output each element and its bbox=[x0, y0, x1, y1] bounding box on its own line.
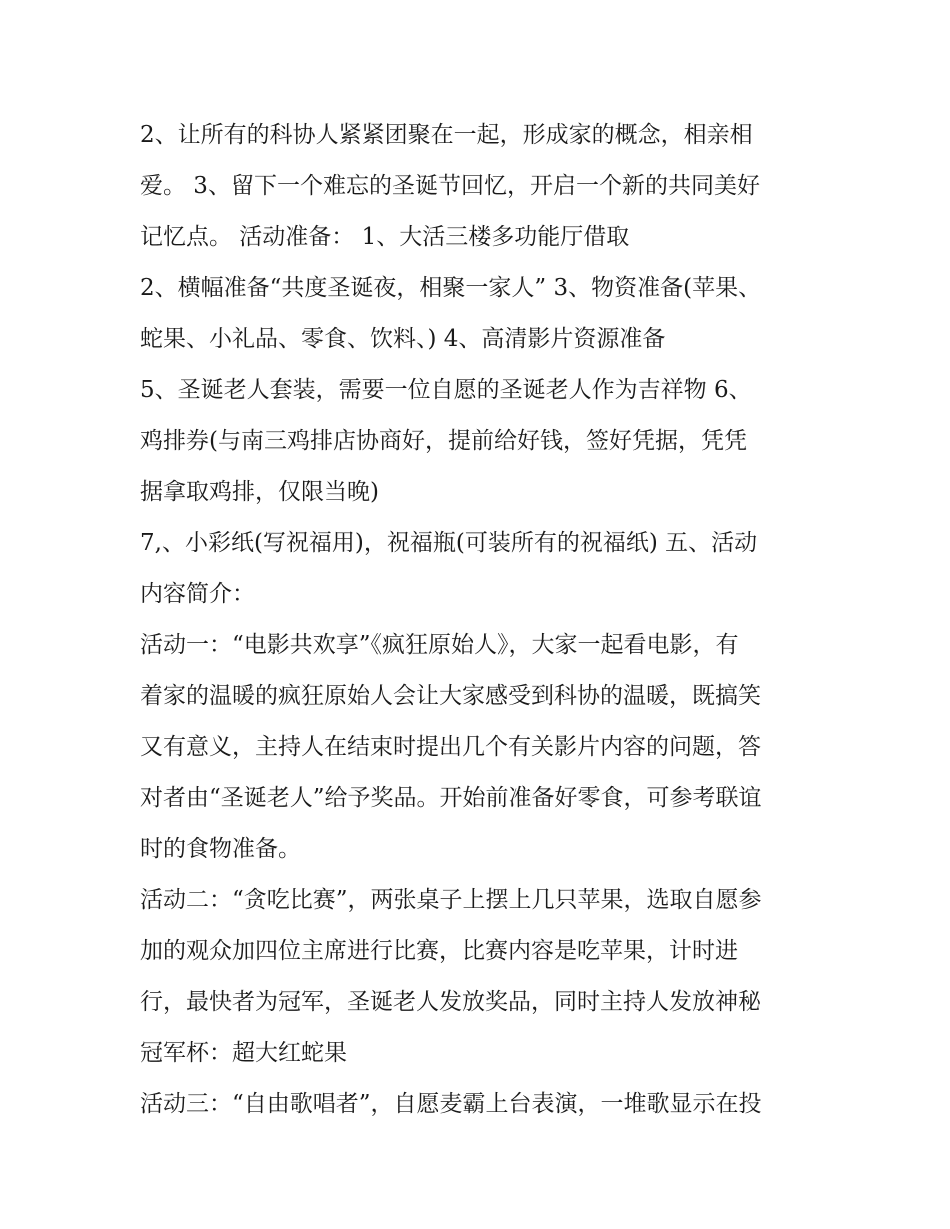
text-line: 时的食物准备。 bbox=[140, 836, 301, 862]
text-line: 7,、小彩纸(写祝福用)，祝福瓶(可装所有的祝福纸) 五、活动 bbox=[140, 530, 758, 556]
text-line: 蛇果、小礼品、零食、饮料、) 4、高清影片资源准备 bbox=[140, 326, 666, 352]
text-line: 活动一：“电影共欢享”《疯狂原始人》，大家一起看电影，有 bbox=[140, 632, 739, 658]
text-line: 对者由“圣诞老人”给予奖品。开始前准备好零食，可参考联谊 bbox=[140, 785, 762, 811]
text-line: 行，最快者为冠军，圣诞老人发放奖品，同时主持人发放神秘 bbox=[140, 989, 761, 1015]
text-line: 又有意义，主持人在结束时提出几个有关影片内容的问题，答 bbox=[140, 734, 761, 760]
text-line: 2、让所有的科协人紧紧团聚在一起，形成家的概念，相亲相 bbox=[140, 122, 753, 148]
text-line: 冠军杯：超大红蛇果 bbox=[140, 1040, 347, 1066]
text-line: 记忆点。 活动准备： 1、大活三楼多功能厅借取 bbox=[140, 224, 630, 250]
text-line: 加的观众加四位主席进行比赛，比赛内容是吃苹果，计时进 bbox=[140, 938, 738, 964]
text-line: 5、圣诞老人套装，需要一位自愿的圣诞老人作为吉祥物 6、 bbox=[140, 377, 752, 403]
text-line: 着家的温暖的疯狂原始人会让大家感受到科协的温暖，既搞笑 bbox=[140, 683, 761, 709]
text-line: 内容简介： bbox=[140, 581, 255, 607]
document-body bbox=[140, 110, 820, 1130]
text-line: 2、横幅准备“共度圣诞夜，相聚一家人” 3、物资准备(苹果、 bbox=[140, 275, 762, 301]
text-line: 活动三：“自由歌唱者”，自愿麦霸上台表演，一堆歌显示在投 bbox=[140, 1091, 762, 1117]
text-line: 鸡排券(与南三鸡排店协商好，提前给好钱，签好凭据，凭凭 bbox=[140, 428, 747, 454]
text-line: 据拿取鸡排，仅限当晚) bbox=[140, 479, 379, 505]
text-line: 爱。 3、留下一个难忘的圣诞节回忆，开启一个新的共同美好 bbox=[140, 173, 760, 199]
text-line: 活动二：“贪吃比赛”，两张桌子上摆上几只苹果，选取自愿参 bbox=[140, 887, 762, 913]
